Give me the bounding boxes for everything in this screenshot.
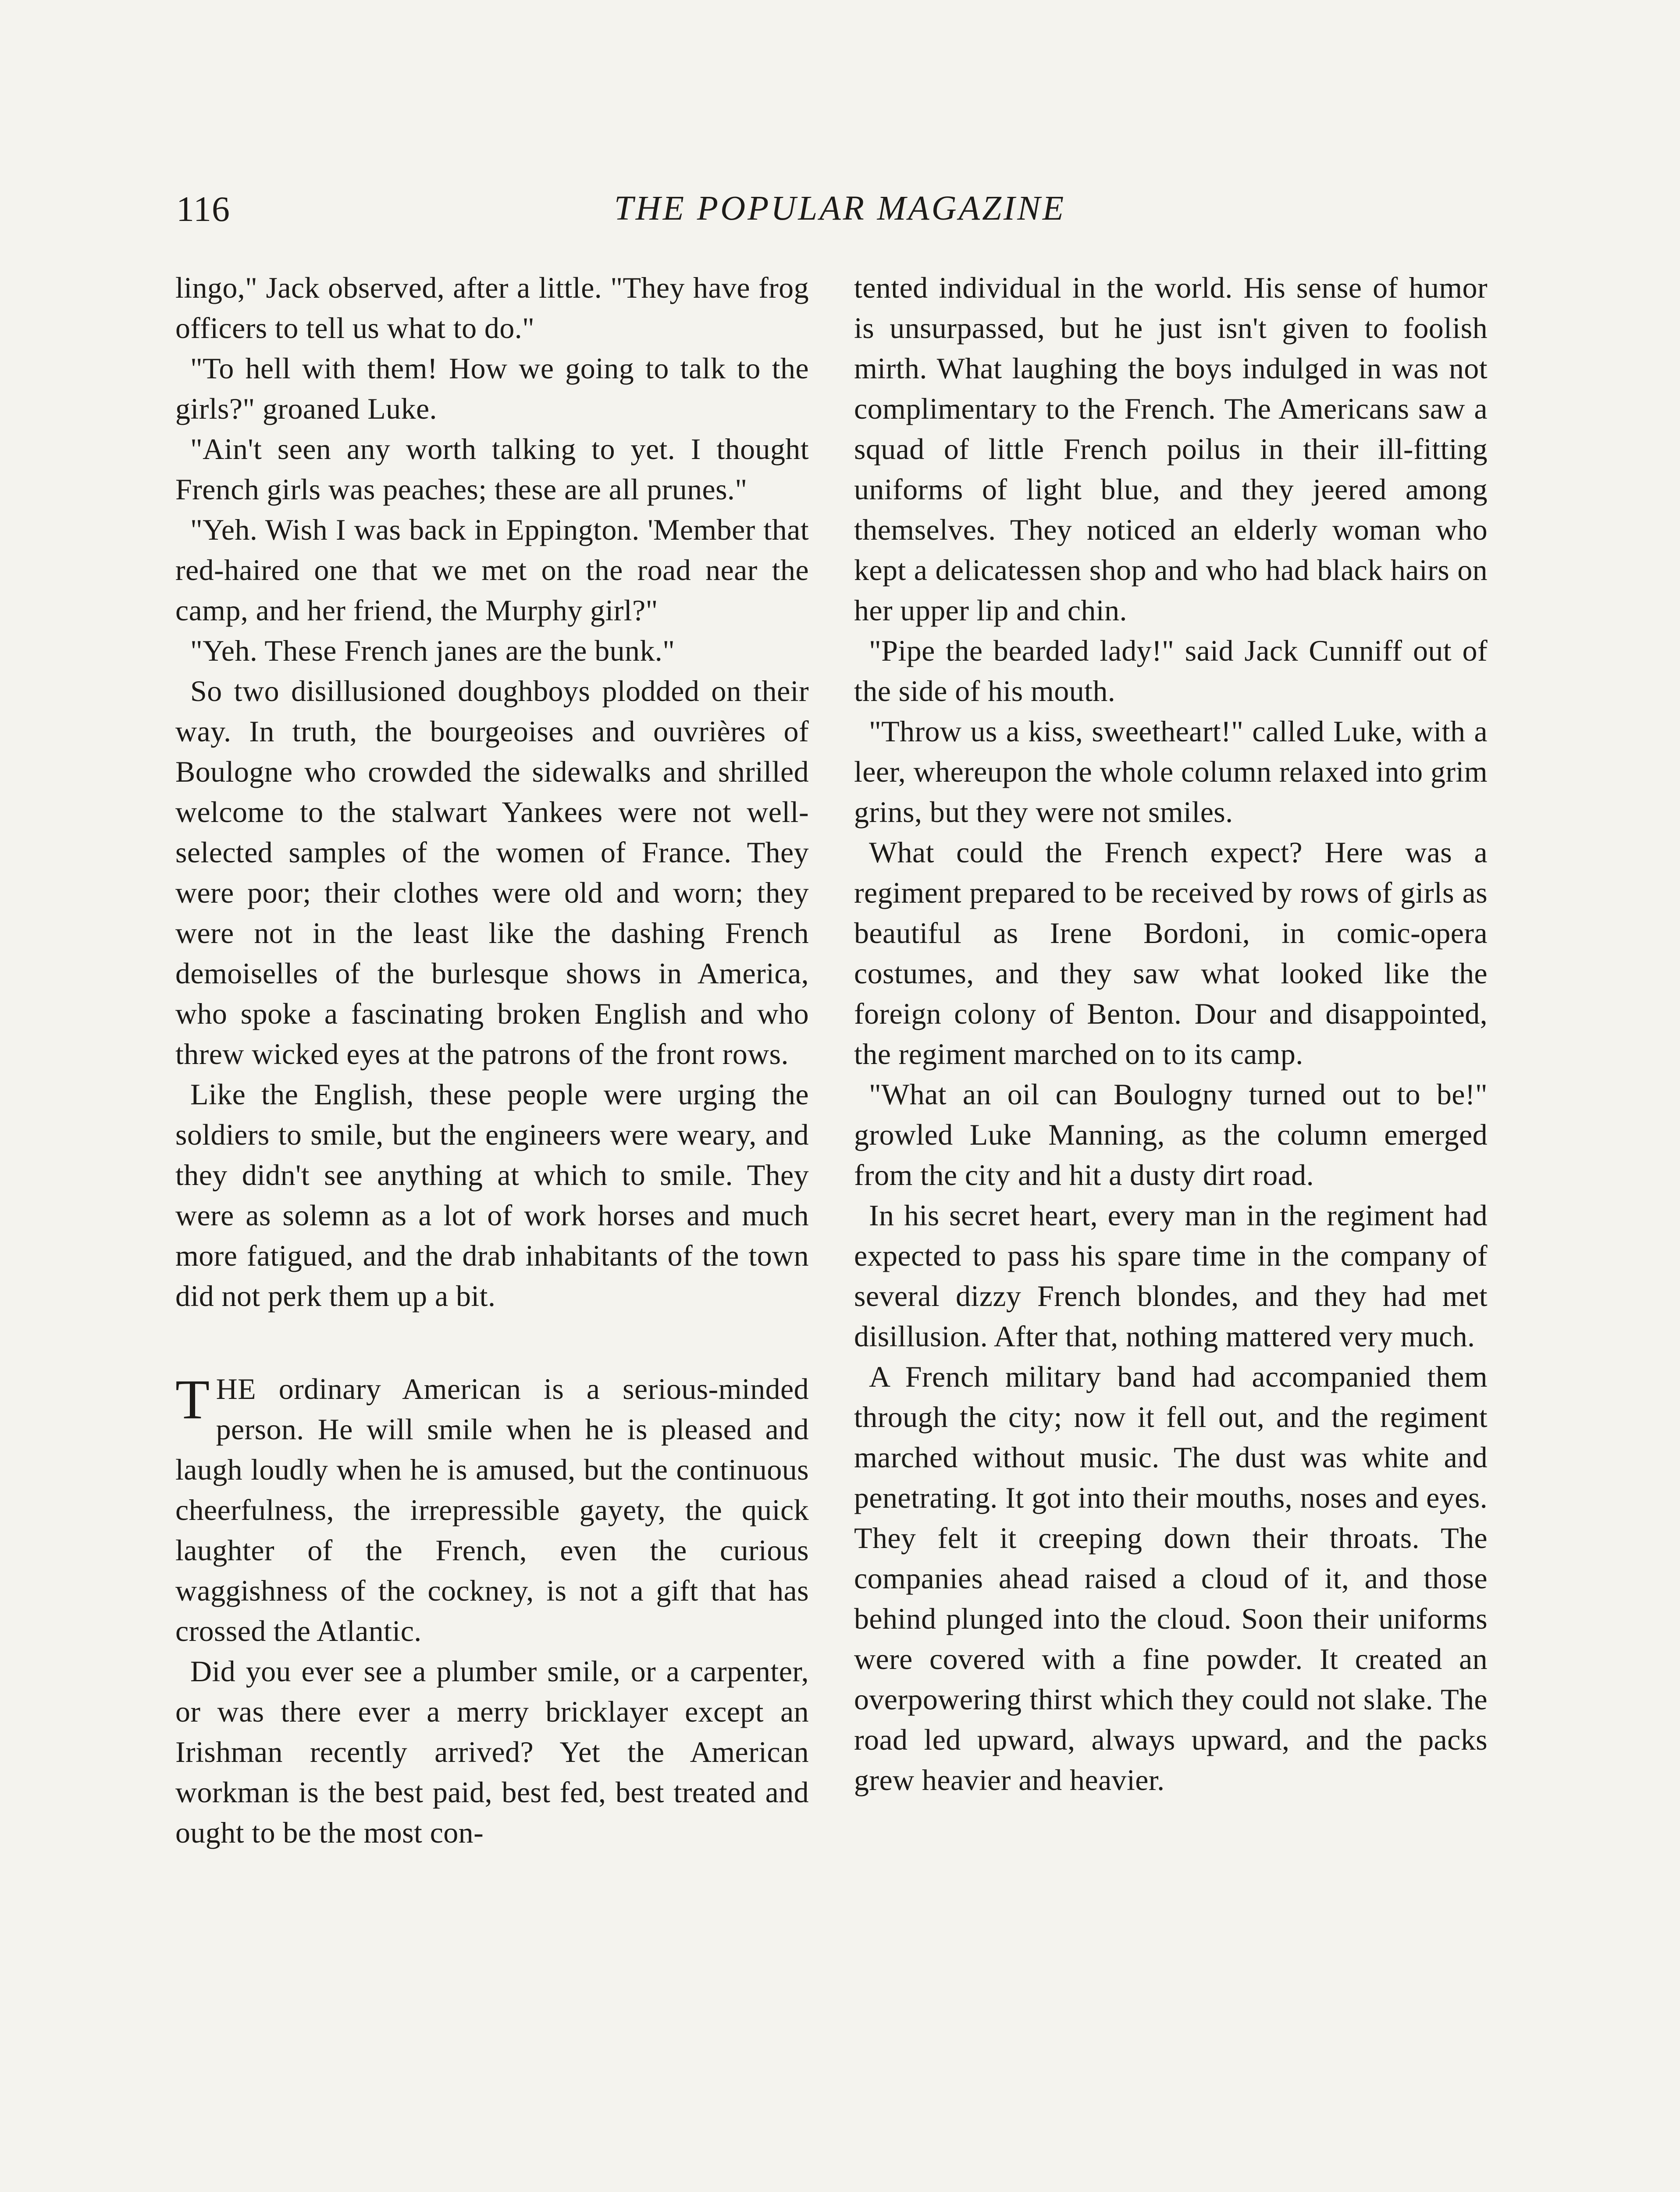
page-number: 116 [176,189,230,229]
paragraph: tented individual in the world. His sense of humor is unsurpassed, but he just isn't given to foolish mirth. What laughing the boys indulged in was not complimentary to the French. The Americans saw a squad of little French poilus in their ill-fitting uniforms of light blue, and they jeered among themselves. They noticed an elderly woman who kept a delicatessen shop and who had black hairs on her upper lip and chin. [854,271,1488,627]
paragraph: "What an oil can Boulogny turned out to be!" growled Luke Manning, as the column emerged from the city and hit a dusty dirt road. [854,1078,1488,1192]
paragraph: In his secret heart, every man in the regiment had expected to pass his spare time in the company of several dizzy French blondes, and they had met disillusion. After that, nothing mattered very much. [854,1199,1488,1353]
text-columns [175,267,1504,2192]
paragraph: "Pipe the bearded lady!" said Jack Cunniff out of the side of his mouth. [854,634,1488,708]
paragraph: lingo," Jack observed, after a little. "They have frog officers to tell us what to do." [175,271,809,345]
paragraph: "Yeh. Wish I was back in Eppington. 'Member that red-haired one that we met on the road near the camp, and her friend, the Murphy girl?" [175,513,809,627]
paragraph: "Ain't seen any worth talking to yet. I thought French girls was peaches; these are all prunes." [175,432,809,506]
paragraph: "To hell with them! How we going to talk to the girls?" groaned Luke. [175,352,809,425]
paragraph: Did you ever see a plumber smile, or a carpenter, or was there ever a merry bricklayer except an Irishman recently arrived? Yet the American workman is the best paid, best fed, best treated and ought to be the most con- [175,1655,809,1849]
paragraph: Like the English, these people were urging the soldiers to smile, but the engineers were weary, and they didn't see anything at which to smile. They were as solemn as a lot of work horses and much more fatigued, and the drab inhabitants of the town did not perk them up a bit. [175,1078,809,1313]
paragraph-text: HE ordinary American is a serious-minded person. He will smile when he is pleased and laugh loudly when he is amused, but the continuous cheerfulness, the irrepressible gayety, the quick laughter of the French, even the curious waggishness of the cockney, is not a gift that has crossed the Atlantic. [175,1372,809,1648]
paragraph: What could the French expect? Here was a regiment prepared to be received by rows of girls as beautiful as Irene Bordoni, in comic-opera costumes, and they saw what looked like the foreign colony of Benton. Dour and disappointed, the regiment marched on to its camp. [854,836,1488,1071]
right-column [854,267,1488,1800]
page-header [176,183,1504,249]
paragraph: "Yeh. These French janes are the bunk." [190,634,675,667]
running-title: THE POPULAR MAGAZINE [614,189,1066,228]
left-column [175,267,809,1853]
paragraph: "Throw us a kiss, sweetheart!" called Luke, with a leer, whereupon the whole column relaxed into grim grins, but they were not smiles. [854,715,1488,829]
drop-cap: T [175,1368,210,1430]
paragraph: A French military band had accompanied them through the city; now it fell out, and the regiment marched without music. The dust was white and penetrating. It got into their mouths, noses and eyes. They felt it creeping down their throats. The companies ahead raised a cloud of it, and those behind plunged into the cloud. Soon their uniforms were covered with a fine powder. It created an overpowering thirst which they could not slake. The road led upward, always upward, and the packs grew heavier and heavier. [854,1360,1488,1797]
section-break [175,1316,809,1369]
paragraph-with-dropcap [175,1369,809,1651]
paragraph: So two disillusioned doughboys plodded on their way. In truth, the bourgeoises and ouvrières of Boulogne who crowded the sidewalks and shrilled welcome to the stalwart Yankees were not well-selected samples of the women of France. They were poor; their clothes were old and worn; they were not in the least like the dashing French demoiselles of the burlesque shows in America, who spoke a fascinating broken English and who threw wicked eyes at the patrons of the front rows. [175,674,809,1071]
